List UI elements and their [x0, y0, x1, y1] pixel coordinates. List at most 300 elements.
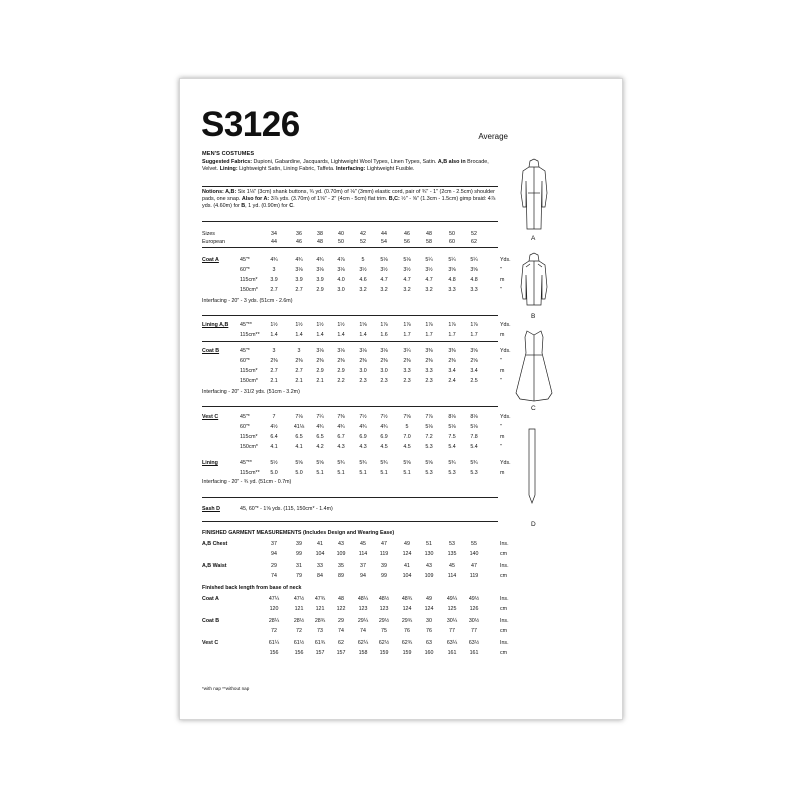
table-cell: 2.9	[316, 368, 324, 374]
vest-c-label: Vest C	[202, 414, 219, 420]
coat-b-label: Coat B	[202, 348, 220, 354]
measurement-label: Vest C	[202, 640, 219, 646]
table-cell: 125	[447, 606, 457, 612]
table-cell: 4½	[270, 424, 278, 430]
table-cell: 120	[269, 606, 279, 612]
table-cell: 5¾	[448, 460, 456, 466]
table-cell: 2⅜	[337, 358, 345, 364]
table-cell: 2.2	[337, 378, 345, 384]
fabric-width: 115cm**	[240, 470, 260, 476]
table-cell: 99	[381, 573, 387, 579]
table-cell: 126	[469, 606, 479, 612]
table-cell: 2.3	[403, 378, 411, 384]
table-cell: 2⅜	[380, 358, 388, 364]
table-cell: 5.1	[359, 470, 367, 476]
table-cell: 94	[271, 551, 277, 557]
table-cell: 48¾	[401, 596, 413, 602]
table-cell: 119	[379, 551, 389, 557]
table-cell: 45	[360, 541, 366, 547]
divider	[202, 497, 498, 498]
table-cell: 157	[315, 650, 325, 656]
table-cell: 7½	[380, 414, 388, 420]
table-cell: 4¾	[270, 257, 278, 263]
table-cell: 28¾	[314, 618, 326, 624]
fabric-width: 115cm*	[240, 368, 258, 374]
fabric-width: 115cm*	[240, 277, 258, 283]
table-cell: 7⅜	[337, 414, 345, 420]
table-cell: 3½	[359, 267, 367, 273]
table-cell: 5.3	[425, 470, 433, 476]
table-cell: 4.5	[380, 444, 388, 450]
table-cell: 2⅜	[359, 358, 367, 364]
table-cell: 3½	[425, 267, 433, 273]
table-cell: 30¼	[446, 618, 458, 624]
table-cell: 4.7	[425, 277, 433, 283]
unit: cm	[500, 551, 508, 557]
table-cell: 3.9	[316, 277, 324, 283]
unit: Ins.	[500, 596, 509, 602]
table-cell: 5.3	[470, 470, 478, 476]
table-cell: 51	[426, 541, 432, 547]
fabric-width: 45"*	[240, 348, 250, 354]
unit: "	[500, 287, 502, 293]
fabric-width: 115cm**	[240, 332, 260, 338]
table-cell: 1⅞	[425, 322, 433, 328]
table-cell: 1⅞	[470, 322, 478, 328]
table-cell: 1.7	[425, 332, 433, 338]
table-cell: 4.2	[316, 444, 324, 450]
table-cell: 5.3	[425, 444, 433, 450]
table-cell: 28¼	[268, 618, 280, 624]
table-cell: 61¾	[314, 640, 326, 646]
table-cell: 1⅞	[403, 322, 411, 328]
table-cell: 99	[296, 551, 302, 557]
table-cell: 5¼	[448, 257, 456, 263]
table-cell: 44	[271, 239, 277, 245]
table-cell: 3⅜	[425, 348, 433, 354]
table-cell: 7⅛	[295, 414, 303, 420]
unit: cm	[500, 628, 508, 634]
table-cell: 161	[469, 650, 479, 656]
divider	[202, 221, 498, 222]
table-cell: 2⅜	[448, 358, 456, 364]
unit: "	[500, 358, 502, 364]
table-cell: 61½	[293, 640, 305, 646]
table-cell: 1.7	[470, 332, 478, 338]
table-cell: 124	[402, 551, 412, 557]
table-cell: 4¾	[359, 424, 367, 430]
suggested-fabrics: Suggested Fabrics: Dupioni, Gabardine, Jacquards, Lightweight Wool Types, Linen Types, Satin. A,B also in Brocade, Velvet. Lining: Lightweight Satin, Lining Fabric, Taffeta. Interfacing: Lightweight Fusible.	[202, 159, 489, 173]
table-cell: 130	[424, 551, 434, 557]
table-cell: 47¼	[268, 596, 280, 602]
fabric-width: 60"*	[240, 267, 250, 273]
table-cell: 3⅛	[337, 348, 345, 354]
table-cell: 7.0	[403, 434, 411, 440]
table-cell: 48¼	[357, 596, 369, 602]
table-cell: 2.4	[448, 378, 456, 384]
table-cell: 49¼	[446, 596, 458, 602]
table-cell: 62	[338, 640, 344, 646]
table-cell: 77	[449, 628, 455, 634]
unit: "	[500, 267, 502, 273]
coat-a-label: Coat A	[202, 257, 219, 263]
unit: m	[500, 332, 505, 338]
table-cell: 8⅛	[470, 414, 478, 420]
table-cell: 123	[379, 606, 389, 612]
table-cell: 7¼	[316, 414, 324, 420]
table-cell: 3⅝	[448, 267, 456, 273]
unit: Yds.	[500, 414, 511, 420]
table-cell: 124	[424, 606, 434, 612]
table-cell: 5⅝	[295, 460, 303, 466]
table-cell: 1½	[295, 322, 303, 328]
table-cell: 5.0	[295, 470, 303, 476]
table-cell: 4.3	[359, 444, 367, 450]
fabric-width: 45"**	[240, 460, 252, 466]
table-cell: 2⅜	[403, 358, 411, 364]
table-cell: 3.0	[337, 287, 345, 293]
table-cell: 2⅜	[425, 358, 433, 364]
table-cell: 48½	[378, 596, 390, 602]
unit: "	[500, 444, 502, 450]
table-cell: 1⅝	[359, 322, 367, 328]
table-cell: 3.2	[359, 287, 367, 293]
table-cell: 3⅝	[470, 348, 478, 354]
table-cell: 3⅝	[470, 267, 478, 273]
table-cell: 3⅜	[448, 348, 456, 354]
table-cell: 2.7	[295, 287, 303, 293]
footnote: *with nap **without nap	[202, 686, 250, 691]
table-cell: 3⅛	[316, 267, 324, 273]
table-cell: 4.1	[270, 444, 278, 450]
table-cell: 7	[272, 414, 276, 420]
table-cell: 50	[338, 239, 344, 245]
table-cell: 4¾	[380, 424, 388, 430]
table-cell: 29	[338, 618, 344, 624]
size-range-note: Average	[478, 132, 508, 141]
coat-b-illustration	[517, 251, 551, 311]
table-cell: 5.1	[337, 470, 345, 476]
table-cell: 39	[381, 563, 387, 569]
table-cell: 94	[360, 573, 366, 579]
sash-d-illustration	[525, 427, 539, 507]
table-cell: 84	[317, 573, 323, 579]
table-cell: 5⅛	[380, 257, 388, 263]
sash-d-label: Sash D	[202, 506, 220, 512]
table-cell: 4.6	[359, 277, 367, 283]
table-cell: 5.0	[270, 470, 278, 476]
table-cell: 44	[381, 231, 387, 237]
table-cell: 1.4	[359, 332, 367, 338]
table-cell: 63	[426, 640, 432, 646]
pattern-number: S3126	[201, 105, 300, 144]
table-cell: 41⅛	[293, 424, 305, 430]
fabric-width: 60"*	[240, 358, 250, 364]
back-length-label: Finished back length from base of neck	[202, 585, 302, 591]
table-cell: 3	[297, 348, 301, 354]
table-cell: 50	[449, 231, 455, 237]
table-cell: 62¾	[401, 640, 413, 646]
table-cell: 158	[358, 650, 368, 656]
divider	[202, 186, 498, 187]
table-cell: 41	[317, 541, 323, 547]
table-cell: 74	[338, 628, 344, 634]
table-cell: 5.1	[380, 470, 388, 476]
table-cell: 5⅛	[448, 424, 456, 430]
table-cell: 5⅛	[425, 424, 433, 430]
sash-d-text: 45, 60"* - 1⅝ yds. (115, 150cm* - 1.4m)	[240, 506, 333, 512]
measurement-label: Coat A	[202, 596, 219, 602]
table-cell: 1⅞	[380, 322, 388, 328]
table-cell: 41	[404, 563, 410, 569]
table-cell: 46	[404, 231, 410, 237]
table-cell: 5.1	[316, 470, 324, 476]
table-cell: 1.6	[380, 332, 388, 338]
unit: "	[500, 424, 502, 430]
interfacing-note: Interfacing - 20" - ¾ yd. (51cm - 0.7m)	[202, 479, 292, 485]
table-cell: 3½	[380, 267, 388, 273]
table-cell: 5.1	[403, 470, 411, 476]
figure-label-d: D	[531, 521, 536, 528]
fabric-width: 45"*	[240, 414, 250, 420]
table-cell: 48	[426, 231, 432, 237]
divider	[202, 247, 498, 248]
table-cell: 1½	[270, 322, 278, 328]
table-cell: 122	[336, 606, 346, 612]
table-cell: 3⅛	[380, 348, 388, 354]
table-cell: 74	[271, 573, 277, 579]
table-cell: 2.7	[270, 287, 278, 293]
table-cell: 63½	[468, 640, 480, 646]
table-cell: 6.5	[295, 434, 303, 440]
table-cell: 3.3	[470, 287, 478, 293]
table-cell: 60	[449, 239, 455, 245]
table-cell: 5.4	[448, 444, 456, 450]
table-cell: 3½	[403, 267, 411, 273]
table-cell: 54	[381, 239, 387, 245]
table-cell: 7⅝	[403, 414, 411, 420]
table-cell: 40	[338, 231, 344, 237]
table-cell: 74	[360, 628, 366, 634]
table-cell: 34	[271, 231, 277, 237]
figure-label-a: A	[531, 235, 536, 242]
table-cell: 62½	[378, 640, 390, 646]
sizes-label: Sizes	[202, 231, 215, 237]
table-cell: 77	[471, 628, 477, 634]
unit: cm	[500, 650, 508, 656]
table-cell: 1.7	[403, 332, 411, 338]
table-cell: 56	[404, 239, 410, 245]
divider	[202, 521, 498, 522]
unit: m	[500, 434, 505, 440]
fabric-width: 150cm*	[240, 444, 258, 450]
table-cell: 121	[315, 606, 325, 612]
table-cell: 3.0	[359, 368, 367, 374]
table-cell: 4¾	[295, 257, 303, 263]
table-cell: 33	[317, 563, 323, 569]
notions: Notions: A,B: Six 1⅛" (3cm) shank buttons, ¾ yd. (0.70m) of ⅛" (3mm) elastic cord, pair of ¾" - 1" (2cm - 2.5cm) shoulder pads, one snap. Also for A: 3⅞ yds. (3.70m) of 1⅝" - 2" (4cm - 5cm) flat trim. B,C: ½" - ⅝" (1.3cm - 1.5cm) gimp braid: 4⅞ yds. (4.60m) for B, 1 yd. (0.90m) for C.	[202, 189, 496, 210]
table-cell: 73	[317, 628, 323, 634]
table-cell: 5¾	[380, 460, 388, 466]
table-cell: 156	[294, 650, 304, 656]
table-cell: 2.3	[359, 378, 367, 384]
table-cell: 36	[296, 231, 302, 237]
table-cell: 47½	[293, 596, 305, 602]
table-cell: 6.9	[380, 434, 388, 440]
table-cell: 4.1	[295, 444, 303, 450]
table-cell: 2.9	[337, 368, 345, 374]
divider	[202, 406, 498, 407]
table-cell: 4.0	[337, 277, 345, 283]
unit: Ins.	[500, 618, 509, 624]
table-cell: 2.9	[316, 287, 324, 293]
table-cell: 39	[296, 541, 302, 547]
table-cell: 2.1	[295, 378, 303, 384]
table-cell: 49	[404, 541, 410, 547]
unit: cm	[500, 573, 508, 579]
figure-label-c: C	[531, 405, 536, 412]
table-cell: 63¼	[446, 640, 458, 646]
table-cell: 3	[272, 267, 276, 273]
table-cell: 3	[272, 348, 276, 354]
measurement-label: A,B Waist	[202, 563, 227, 569]
table-cell: 52	[471, 231, 477, 237]
table-cell: 48	[317, 239, 323, 245]
table-cell: 124	[402, 606, 412, 612]
table-cell: 1½	[337, 322, 345, 328]
fabric-width: 150cm*	[240, 287, 258, 293]
table-cell: 47¾	[314, 596, 326, 602]
table-cell: 159	[402, 650, 412, 656]
table-cell: 49	[426, 596, 432, 602]
lining-c-label: Lining	[202, 460, 218, 466]
table-cell: 5.4	[470, 444, 478, 450]
table-cell: 4.5	[403, 444, 411, 450]
table-cell: 160	[424, 650, 434, 656]
table-cell: 47	[381, 541, 387, 547]
table-cell: 3.3	[403, 368, 411, 374]
table-cell: 3.9	[295, 277, 303, 283]
table-cell: 3.4	[470, 368, 478, 374]
table-cell: 5½	[270, 460, 278, 466]
table-cell: 3⅛	[316, 348, 324, 354]
interfacing-note: Interfacing - 20" - 3 yds. (51cm - 2.6m)	[202, 298, 293, 304]
table-cell: 3.4	[448, 368, 456, 374]
table-cell: 7½	[359, 414, 367, 420]
table-cell: 62¼	[357, 640, 369, 646]
table-cell: 4.7	[380, 277, 388, 283]
table-cell: 48	[338, 596, 344, 602]
table-cell: 42	[360, 231, 366, 237]
table-cell: 29	[271, 563, 277, 569]
table-cell: 89	[338, 573, 344, 579]
table-cell: 6.9	[359, 434, 367, 440]
table-cell: 1.4	[337, 332, 345, 338]
unit: Ins.	[500, 541, 509, 547]
unit: Yds.	[500, 257, 511, 263]
table-cell: 31	[296, 563, 302, 569]
table-cell: 8⅛	[448, 414, 456, 420]
table-cell: 29¼	[357, 618, 369, 624]
divider	[202, 341, 498, 342]
table-cell: 38	[317, 231, 323, 237]
table-cell: 79	[296, 573, 302, 579]
table-cell: 5⅛	[470, 424, 478, 430]
unit: Ins.	[500, 563, 509, 569]
table-cell: 5	[361, 257, 365, 263]
table-cell: 6.7	[337, 434, 345, 440]
fabric-width: 45"*	[240, 257, 250, 263]
table-cell: 121	[294, 606, 304, 612]
table-cell: 156	[269, 650, 279, 656]
table-cell: 4.7	[403, 277, 411, 283]
table-cell: 4¾	[316, 424, 324, 430]
table-cell: 109	[336, 551, 346, 557]
table-cell: 5⅝	[403, 460, 411, 466]
table-cell: 5¾	[359, 460, 367, 466]
pattern-title: MEN'S COSTUMES	[202, 151, 255, 157]
table-cell: 140	[469, 551, 479, 557]
table-cell: 49½	[468, 596, 480, 602]
table-cell: 5.3	[448, 470, 456, 476]
table-cell: 4¾	[316, 257, 324, 263]
lining-ab-label: Lining A,B	[202, 322, 229, 328]
table-cell: 35	[338, 563, 344, 569]
table-cell: 2⅝	[470, 358, 478, 364]
table-cell: 3.0	[380, 368, 388, 374]
table-cell: 1⅞	[448, 322, 456, 328]
table-cell: 61¼	[268, 640, 280, 646]
table-cell: 5¼	[425, 257, 433, 263]
table-cell: 3⅛	[359, 348, 367, 354]
table-cell: 43	[426, 563, 432, 569]
table-cell: 1.7	[448, 332, 456, 338]
unit: cm	[500, 606, 508, 612]
table-cell: 76	[426, 628, 432, 634]
table-cell: 1.4	[316, 332, 324, 338]
table-cell: 5¾	[337, 460, 345, 466]
table-cell: 75	[381, 628, 387, 634]
table-cell: 2.3	[425, 378, 433, 384]
table-cell: 7.8	[470, 434, 478, 440]
unit: Ins.	[500, 640, 509, 646]
table-cell: 2.7	[295, 368, 303, 374]
unit: Yds.	[500, 460, 511, 466]
table-cell: 7.5	[448, 434, 456, 440]
table-cell: 1½	[316, 322, 324, 328]
table-cell: 161	[447, 650, 457, 656]
unit: m	[500, 368, 505, 374]
table-cell: 37	[271, 541, 277, 547]
table-cell: 4¾	[337, 424, 345, 430]
fabric-width: 115cm*	[240, 434, 258, 440]
table-cell: 55	[471, 541, 477, 547]
table-cell: 119	[469, 573, 479, 579]
european-label: European	[202, 239, 225, 245]
table-cell: 104	[402, 573, 412, 579]
table-cell: 4.3	[337, 444, 345, 450]
vest-c-illustration	[512, 329, 556, 403]
table-cell: 5⅝	[316, 460, 324, 466]
table-cell: 4.8	[470, 277, 478, 283]
table-cell: 7.2	[425, 434, 433, 440]
table-cell: 2.1	[316, 378, 324, 384]
fabric-width: 150cm*	[240, 378, 258, 384]
table-cell: 104	[315, 551, 325, 557]
unit: m	[500, 470, 505, 476]
table-cell: 3.2	[380, 287, 388, 293]
table-cell: 6.5	[316, 434, 324, 440]
